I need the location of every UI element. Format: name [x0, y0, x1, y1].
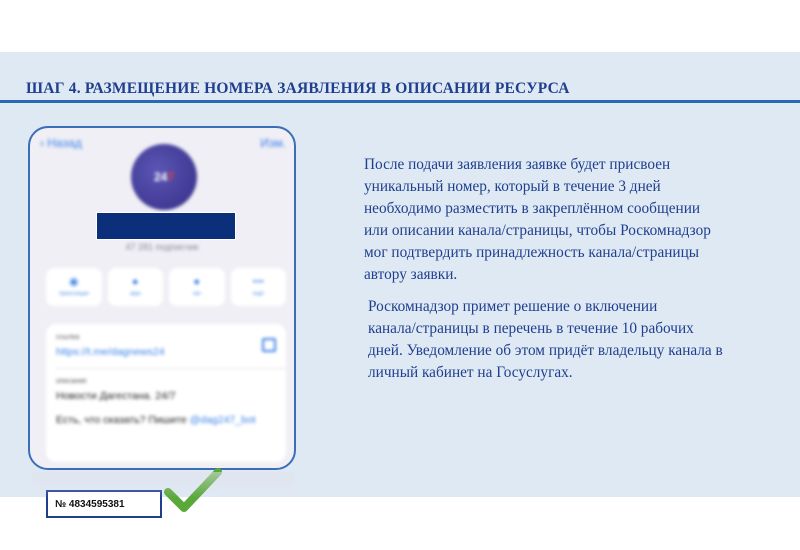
action-label: звук [130, 291, 141, 297]
action-broadcast [46, 268, 102, 306]
action-label: трансляция [58, 291, 89, 297]
paragraph-line: или описании канала/страницы, чтобы Роскомнадзор [364, 222, 711, 239]
paragraph-line: дней. Уведомление об этом придёт владельцу канала в [368, 342, 723, 359]
bot-link: @dag247_bot [189, 414, 256, 426]
link-label: ссылка [56, 334, 80, 341]
paragraph-line: Роскомнадзор примет решение о включении [368, 298, 658, 315]
description-prefix: Есть, что сказать? Пишите [56, 414, 190, 426]
application-number-box: № 4834595381 [46, 490, 162, 518]
slide [0, 52, 800, 510]
action-sound [108, 268, 164, 306]
paragraph-line: необходимо разместить в закреплённом сообщении [364, 200, 701, 217]
action-more [231, 268, 287, 306]
phone-screenshot [28, 126, 296, 510]
action-label: ещё [252, 291, 264, 297]
edit-button: Изм. [260, 136, 286, 150]
avatar-accent: 7 [167, 170, 175, 184]
paragraph-application-number [364, 154, 711, 286]
title-divider [0, 100, 800, 103]
redaction-box [96, 212, 236, 240]
avatar-text: 24 [153, 170, 168, 184]
channel-actions [46, 268, 286, 306]
back-label: Назад [47, 136, 82, 150]
chat-icon: ● [193, 276, 201, 288]
action-label: чат [192, 291, 201, 297]
paragraph-line: личный кабинет на Госуслугах. [368, 364, 573, 381]
paragraph-line: уникальный номер, который в течение 3 дней [364, 178, 661, 195]
phone-reflection [32, 472, 294, 498]
divider [56, 368, 286, 369]
paragraph-line: канала/страницы в перечень в течение 10 рабочих [368, 320, 694, 337]
channel-avatar [131, 144, 197, 210]
slide-title: ШАГ 4. РАЗМЕЩЕНИЕ НОМЕРА ЗАЯВЛЕНИЯ В ОПИСАНИИ РЕСУРСА [26, 80, 570, 97]
description-label: описание [56, 378, 87, 385]
description-line2 [56, 414, 256, 426]
paragraph-line: мог подтвердить принадлежность канала/страницы [364, 244, 700, 261]
phone-blurred-content [30, 128, 294, 468]
broadcast-icon: ◉ [68, 276, 79, 288]
subscribers-count: 47 281 подписчик [125, 242, 199, 252]
paragraph-line: автору заявки. [364, 266, 458, 283]
channel-info-card [46, 324, 286, 462]
paragraph-line: После подачи заявления заявке будет присвоен [364, 156, 671, 173]
description-line1: Новости Дагестана. 24/7 [56, 390, 176, 402]
more-icon: ••• [252, 276, 265, 288]
bell-icon: ● [131, 276, 139, 288]
channel-link: https://t.me/dagnews24 [56, 346, 165, 358]
action-chat [169, 268, 225, 306]
paragraph-decision [368, 296, 723, 384]
back-button: ‹ Назад [40, 136, 82, 150]
qr-icon [262, 338, 276, 352]
